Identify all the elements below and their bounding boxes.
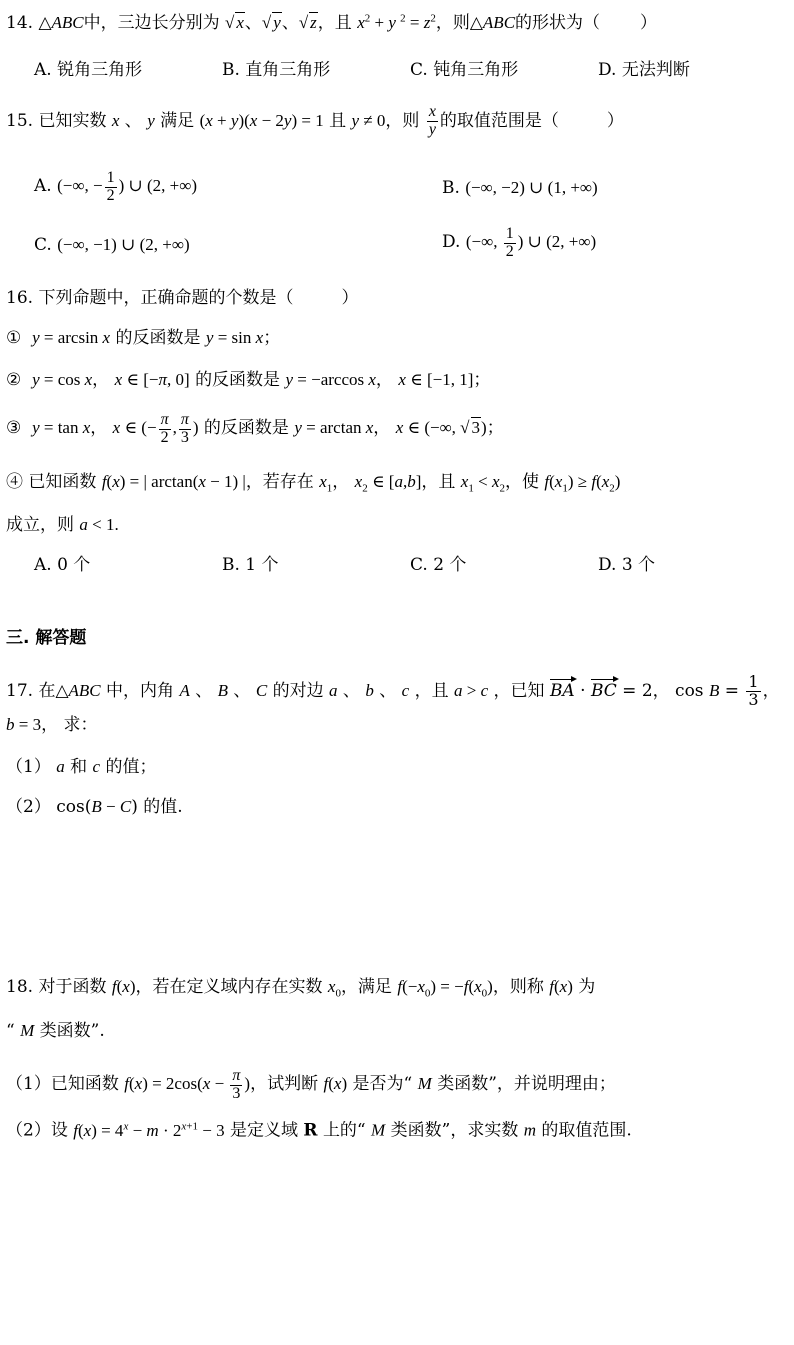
- q16-item-2: ② y = cos x， x ∈ [−π, 0] 的反函数是 y = −arccos x， x ∈ [−1, 1]；: [6, 370, 491, 390]
- q14-option-a: A. 锐角三角形: [34, 60, 143, 80]
- q17-part-1: （1） a 和 c 的值；: [6, 757, 157, 777]
- q14-option-c: C. 钝角三角形: [410, 60, 519, 80]
- q18-part-1: （1）已知函数 f(x) = 2cos(x − $\frac{\pi}{3}$ )，试判断 f(x) 是否为“ M 类函数”，并说明理由；: [6, 1067, 616, 1102]
- q16-item-1: ① y = arcsin x 的反函数是 y = sin x；: [6, 328, 281, 348]
- q18-stem-2: “ M 类函数”.: [6, 1021, 105, 1041]
- q14-option-d: D. 无法判断: [598, 60, 690, 80]
- q17-stem-2: b = 3， 求：: [6, 715, 98, 735]
- q18-stem: 18. 对于函数 f(x)，若在定义域内存在实数 $x_0$，满足 $f(-x_0) = -f(x_0)$，则称 f(x) 为: [6, 977, 596, 1000]
- q16-option-a: A. 0 个: [34, 555, 91, 575]
- q16-option-c: C. 2 个: [410, 555, 467, 575]
- q14-stem: 14. △ABC中，三边长分别为 √ x、√ y、√ z，且 $x^2 + y$ $^2 = z^2$，则△ABC的形状为（ ）: [6, 12, 658, 33]
- q14-option-b: B. 直角三角形: [222, 60, 331, 80]
- q18-part-2: （2）设 $f(x) = 4^x - m \cdot 2^{x+1} - 3$ 是定义域 R 上的“ M 类函数”，求实数 m 的取值范围.: [6, 1120, 632, 1141]
- section-title: 三. 解答题: [6, 628, 87, 648]
- q15-option-b: B. (−∞, −2) ∪ (1, +∞): [442, 178, 598, 198]
- q17-part-2: （2） cos(B − C) 的值.: [6, 797, 183, 817]
- q16-option-b: B. 1 个: [222, 555, 279, 575]
- q17-stem: 17. 在△ABC 中，内角 A 、 B 、 C 的对边 a 、 b 、 c ，且 a > c ，已知 BA · BC = 2， cos B = $\frac{1}{3}$ ，: [6, 672, 780, 709]
- q16-stem: 16. 下列命题中，正确命题的个数是（ ）: [6, 288, 359, 308]
- q15-option-c: C. (−∞, −1) ∪ (2, +∞): [34, 235, 190, 255]
- q16-item-4: ④ 已知函数 f(x) = | arctan(x − 1) |，若存在 $x_1$， $x_2$ ∈ [a,b]，且 $x_1 < x_2$，使 $f(x_1) \ge f(x_2)$: [6, 472, 621, 495]
- q16-option-d: D. 3 个: [598, 555, 656, 575]
- q15-stem: 15. 已知实数 x 、 y 满足 (x + y)(x − 2y) = 1 且 y ≠ 0，则 $\frac{x}{y}$ 的取值范围是（ ）: [6, 103, 624, 138]
- q15-option-a: A. (−∞, − $\frac{1}{2}$ ) ∪ (2, +∞): [34, 169, 197, 204]
- q15-option-d: D. (−∞, $\frac{1}{2}$ ) ∪ (2, +∞): [442, 225, 597, 260]
- q16-item-3: ③ y = tan x， x ∈ (− $\frac{\pi}{2}$ , $\frac{\pi}{3}$ ) 的反函数是 y = arctan x， x ∈ (−∞, √ 3)；: [6, 411, 504, 446]
- q16-item-4-tail: 成立，则 a < 1.: [6, 515, 119, 535]
